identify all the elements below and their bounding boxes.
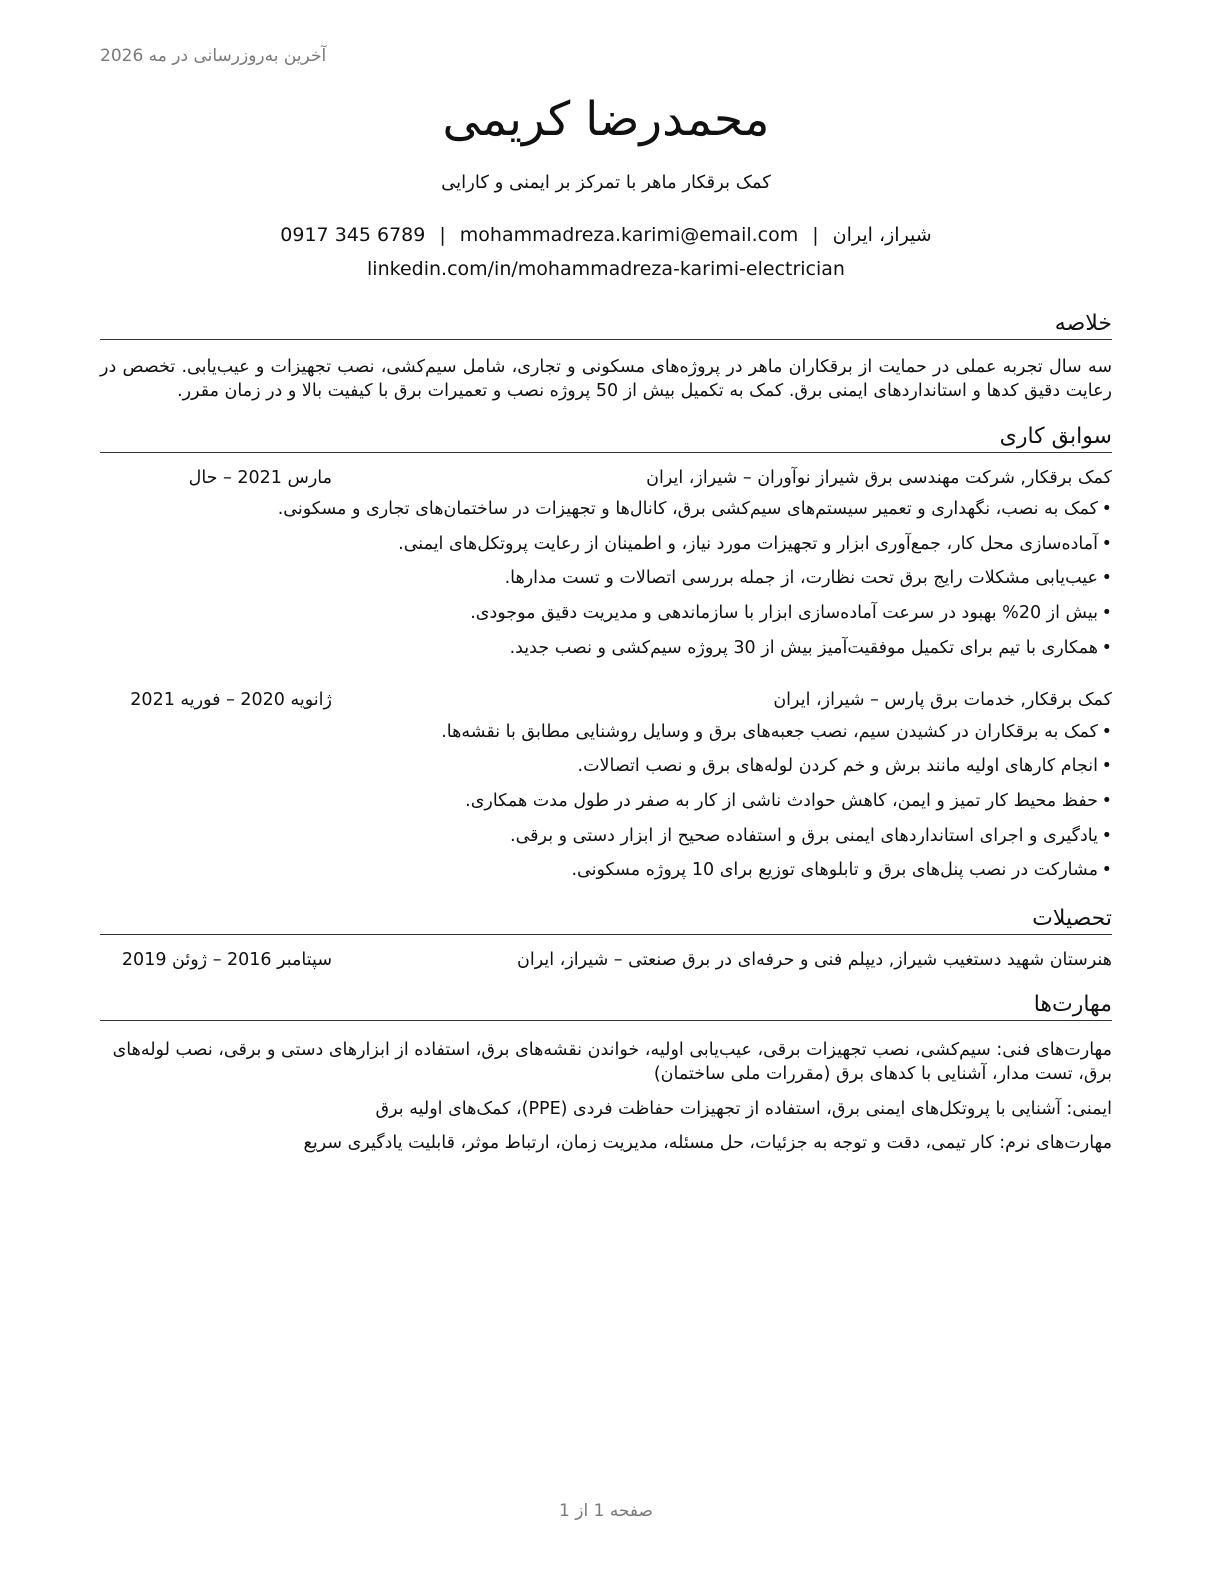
job-bullet: •آماده‌سازی محل کار، جمع‌آوری ابزار و تجهیزات مورد نیاز، و اطمینان از رعایت پروتکل‌های ایمنی. — [398, 534, 1112, 554]
summary-text: سه سال تجربه عملی در حمایت از برقکاران ماهر در پروژه‌های مسکونی و تجاری، شامل سیم‌کشی، نصب تجهیزات و عیب‌یابی. تخصص در رعایت دقیق کدها و استانداردهای ایمنی برق. کمک به تکمیل بیش از 50 پروژه نصب و تعمیرات برق با کیفیت بالا و در زمان مقرر. — [100, 357, 1112, 401]
contact-separator: | — [812, 224, 819, 246]
education-dates: سپتامبر 2016 – ژوئن 2019 — [121, 950, 332, 970]
education-title: هنرستان شهید دستغیب شیراز, دیپلم فنی و حرفه‌ای در برق صنعتی – شیراز، ایران — [517, 950, 1112, 970]
job-bullet: •کمک به نصب، نگهداری و تعمیر سیستم‌های سیم‌کشی برق، کانال‌ها و تجهیزات در ساختمان‌های تجاری و مسکونی. — [277, 499, 1112, 519]
skills-soft: مهارت‌های نرم: کار تیمی، دقت و توجه به جزئیات، حل مسئله، مدیریت زمان، ارتباط موثر، قابلیت یادگیری سریع — [303, 1133, 1112, 1153]
email-link[interactable]: mohammadreza.karimi@email.com — [459, 224, 799, 246]
job-bullet: •کمک به برقکاران در کشیدن سیم، نصب جعبه‌های برق و وسایل روشنایی مطابق با نقشه‌ها. — [441, 722, 1112, 742]
last-updated: آخرین به‌روزرسانی در مه 2026 — [100, 46, 327, 66]
skills-safety: ایمنی: آشنایی با پروتکل‌های ایمنی برق، استفاده از تجهیزات حفاظت فردی (PPE)، کمک‌های اولیه برق — [375, 1099, 1112, 1119]
skills-heading: مهارت‌ها — [100, 992, 1112, 1021]
phone: 0917 345 6789 — [280, 224, 426, 246]
job-dates: ژانویه 2020 – فوریه 2021 — [130, 690, 332, 710]
tagline: کمک برقکار ماهر با تمرکز بر ایمنی و کارایی — [441, 172, 771, 193]
candidate-name: محمدرضا کریمی — [442, 92, 770, 147]
job-title: کمک برقکار, خدمات برق پارس – شیراز، ایران — [773, 690, 1112, 710]
job-bullet: •عیب‌یابی مشکلات رایج برق تحت نظارت، از جمله بررسی اتصالات و تست مدارها. — [504, 568, 1112, 588]
linkedin-link[interactable]: linkedin.com/in/mohammadreza-karimi-electrician — [367, 258, 845, 280]
education-heading: تحصیلات — [100, 906, 1112, 935]
job-bullet: •یادگیری و اجرای استانداردهای ایمنی برق و استفاده صحیح از ابزار دستی و برقی. — [510, 826, 1112, 846]
job-header — [100, 690, 1112, 716]
job-bullet: •مشارکت در نصب پنل‌های برق و تابلوهای توزیع برای 10 پروژه مسکونی. — [571, 860, 1112, 880]
contact-line — [100, 224, 1112, 246]
job-bullet: •همکاری با تیم برای تکمیل موفقیت‌آمیز بیش از 30 پروژه سیم‌کشی و نصب جدید. — [509, 638, 1112, 658]
page-number: صفحه 1 از 1 — [559, 1501, 653, 1521]
education-entry — [100, 950, 1112, 976]
contact-separator: | — [439, 224, 446, 246]
resume-page — [100, 0, 1112, 1584]
job-bullet: •حفظ محیط کار تمیز و ایمن، کاهش حوادث ناشی از کار به صفر در طول مدت همکاری. — [465, 791, 1112, 811]
job-bullet: •بیش از 20% بهبود در سرعت آماده‌سازی ابزار با سازماندهی و مدیریت دقیق موجودی. — [470, 603, 1112, 623]
job-title: کمک برقکار, شرکت مهندسی برق شیراز نوآوران – شیراز، ایران — [646, 468, 1112, 488]
experience-heading: سوابق کاری — [100, 424, 1112, 453]
skills-technical: مهارت‌های فنی: سیم‌کشی، نصب تجهیزات برقی، عیب‌یابی اولیه، خواندن نقشه‌های برق، استفاده از ابزارهای دستی و برقی، نصب لوله‌های برق، تست مدار، آشنایی با کدهای برق (مقررات ملی ساختمان) — [112, 1040, 1112, 1084]
job-header — [100, 468, 1112, 494]
location: شیراز، ایران — [832, 224, 932, 246]
job-bullet: •انجام کارهای اولیه مانند برش و خم کردن لوله‌های برق و نصب اتصالات. — [577, 756, 1112, 776]
summary-heading: خلاصه — [100, 311, 1112, 340]
job-dates: مارس 2021 – حال — [188, 468, 332, 488]
